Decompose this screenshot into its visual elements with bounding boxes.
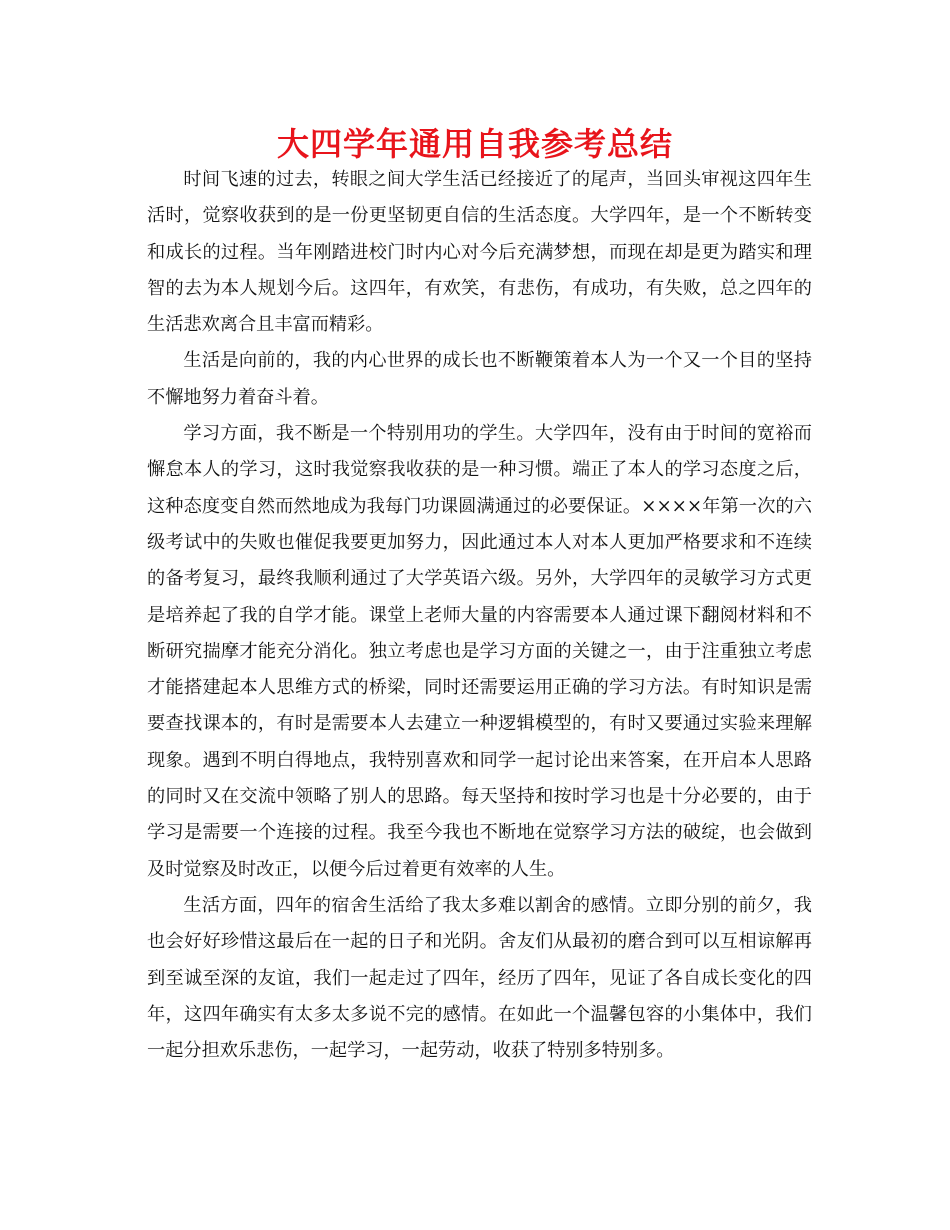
paragraph-intro: 时间飞速的过去，转眼之间大学生活已经接近了的尾声，当回头审视这四年生活时，觉察收获到的是一份更坚韧更自信的生活态度。大学四年，是一个不断转变和成长的过程。当年刚踏进校门时内心对今后充满梦想，而现在却是更为踏实和理智的去为本人规划今后。这四年，有欢笑，有悲伤，有成功，有失败，总之四年的生活悲欢离合且丰富而精彩。: [147, 169, 812, 336]
paragraph-study: 学习方面，我不断是一个特别用功的学生。大学四年，没有由于时间的宽裕而懈怠本人的学习，这时我觉察我收获的是一种习惯。端正了本人的学习态度之后，这种态度变自然而然地成为我每门功课圆满通过的必要保证。××××年第一次的六级考试中的失败也催促我要更加努力，因此通过本人对本人更加严格要求和不连续的备考复习，最终我顺利通过了大学英语六级。另外，大学四年的灵敏学习方式更是培养起了我的自学才能。课堂上老师大量的内容需要本人通过课下翻阅材料和不断研究揣摩才能充分消化。独立考虑也是学习方面的关键之一，由于注重独立考虑才能搭建起本人思维方式的桥梁，同时还需要运用正确的学习方法。有时知识是需要查找课本的，有时是需要本人去建立一种逻辑模型的，有时又要通过实验来理解现象。遇到不明白得地点，我特别喜欢和同学一起讨论出来答案，在开启本人思路的同时又在交流中领略了别人的思路。每天坚持和按时学习也是十分必要的，由于学习是需要一个连接的过程。我至今我也不断地在觉察学习方法的破绽，也会做到及时觉察及时改正，以便今后过着更有效率的人生。: [147, 423, 812, 880]
paragraph-life: 生活方面，四年的宿舍生活给了我太多难以割舍的感情。立即分别的前夕，我也会好好珍惜这最后在一起的日子和光阴。舍友们从最初的磨合到可以互相谅解再到至诚至深的友谊，我们一起走过了四年，经历了四年，见证了各自成长变化的四年，这四年确实有太多太多说不完的感情。在如此一个温馨包容的小集体中，我们一起分担欢乐悲伤，一起学习，一起劳动，收获了特别多特别多。: [147, 894, 812, 1062]
document-body: [147, 162, 812, 1069]
document-title: 大四学年通用自我参考总结: [276, 125, 673, 163]
paragraph-growth: 生活是向前的，我的内心世界的成长也不断鞭策着本人为一个又一个目的坚持不懈地努力着奋斗着。: [147, 350, 812, 408]
